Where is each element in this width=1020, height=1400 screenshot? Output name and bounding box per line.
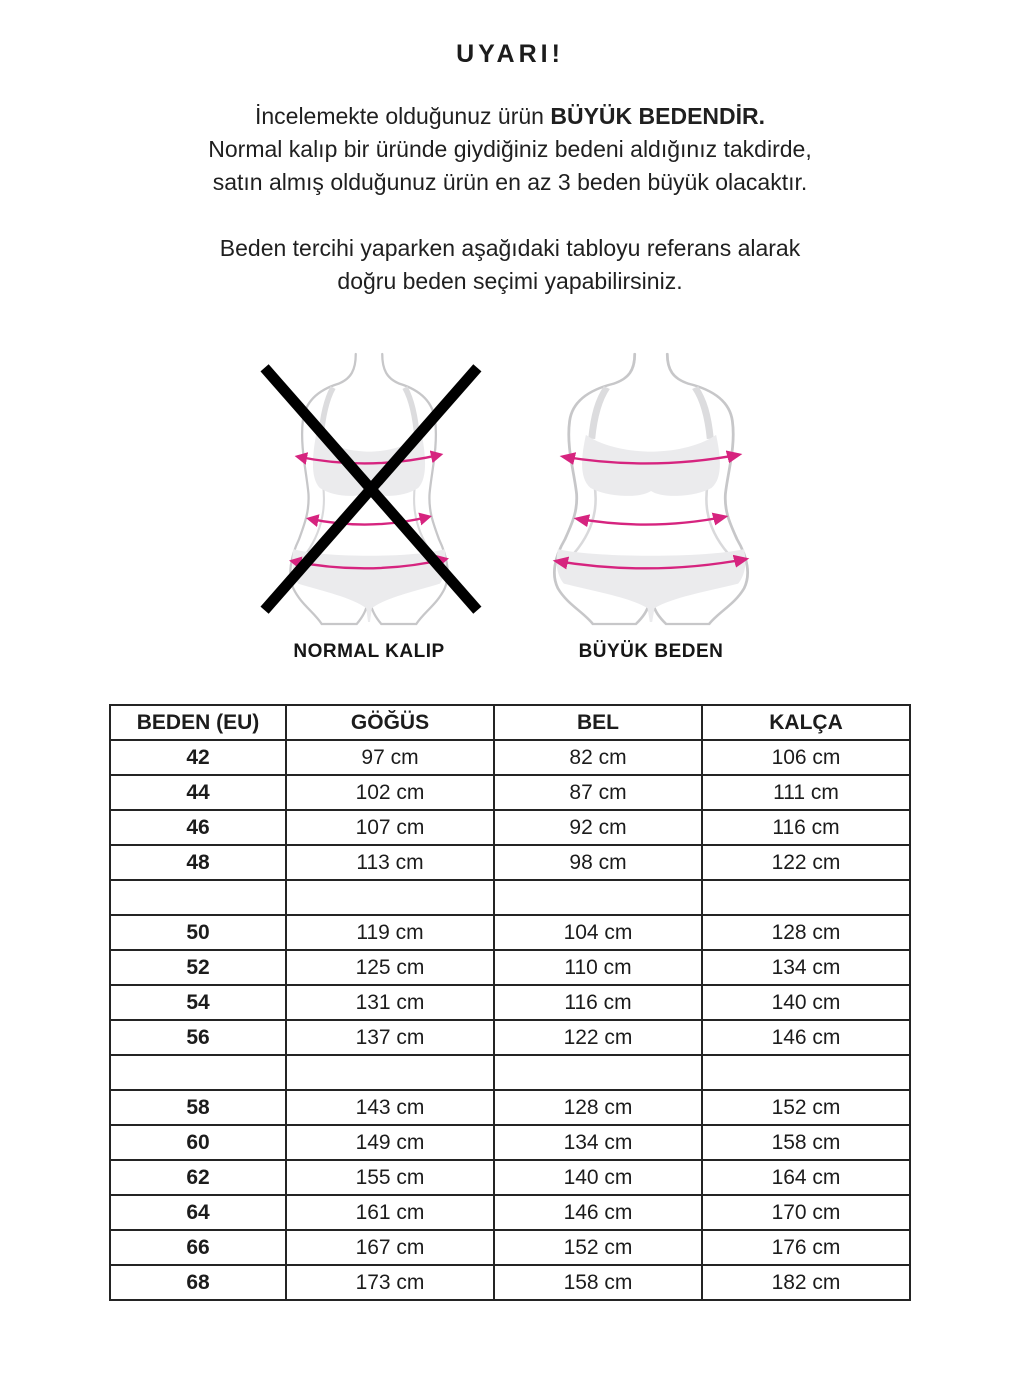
measurement-cell: 122 cm [702, 845, 910, 880]
table-row [110, 1125, 910, 1160]
measurement-cell: 102 cm [286, 775, 494, 810]
measurement-cell: 128 cm [702, 915, 910, 950]
measurement-cell: 164 cm [702, 1160, 910, 1195]
measurement-cell: 131 cm [286, 985, 494, 1020]
size-cell: 46 [110, 810, 286, 845]
measurement-cell: 107 cm [286, 810, 494, 845]
size-cell: 68 [110, 1265, 286, 1300]
measurement-cell: 158 cm [494, 1265, 702, 1300]
measurement-cell: 116 cm [702, 810, 910, 845]
size-guide-page [0, 40, 1020, 1400]
p1-line3: satın almış olduğunuz ürün en az 3 beden büyük olacaktır. [212, 169, 808, 195]
table-row [110, 1160, 910, 1195]
size-cell [110, 1055, 286, 1090]
measurement-cell: 87 cm [494, 775, 702, 810]
measurement-cell [286, 1055, 494, 1090]
size-table [109, 704, 911, 1301]
plus-size-silhouette [542, 358, 760, 624]
size-cell: 48 [110, 845, 286, 880]
measurement-cell: 155 cm [286, 1160, 494, 1195]
table-spacer-row [110, 1055, 910, 1090]
measurement-cell: 82 cm [494, 740, 702, 775]
column-header: KALÇA [702, 705, 910, 740]
table-row [110, 845, 910, 880]
measurement-cell: 104 cm [494, 915, 702, 950]
measurement-cell: 106 cm [702, 740, 910, 775]
table-row [110, 740, 910, 775]
measurement-cell: 140 cm [702, 985, 910, 1020]
measurement-cell [494, 1055, 702, 1090]
measurement-cell: 113 cm [286, 845, 494, 880]
measurement-cell [286, 880, 494, 915]
size-cell: 56 [110, 1020, 286, 1055]
table-row [110, 775, 910, 810]
measurement-cell: 146 cm [494, 1195, 702, 1230]
measurement-cell [702, 1055, 910, 1090]
measurement-cell: 146 cm [702, 1020, 910, 1055]
measurement-cell: 143 cm [286, 1090, 494, 1125]
figure-normal-fit [260, 358, 478, 663]
table-row [110, 915, 910, 950]
warning-title: UYARI! [456, 40, 564, 68]
figure-normal-fit-label: NORMAL KALIP [293, 641, 445, 662]
measurement-cell: 98 cm [494, 845, 702, 880]
p1-line1-regular: İncelemekte olduğunuz ürün [254, 103, 551, 129]
size-cell: 58 [110, 1090, 286, 1125]
figure-plus-size [542, 358, 760, 663]
measurement-cell [702, 880, 910, 915]
table-spacer-row [110, 880, 910, 915]
p2-line1: Beden tercihi yaparken aşağıdaki tabloyu referans alarak [219, 235, 801, 261]
size-cell: 52 [110, 950, 286, 985]
size-table-header-row [110, 705, 910, 740]
figures-row [0, 358, 1020, 663]
measurement-cell: 92 cm [494, 810, 702, 845]
measurement-cell: 134 cm [494, 1125, 702, 1160]
size-cell: 66 [110, 1230, 286, 1265]
measurement-cell: 152 cm [494, 1230, 702, 1265]
table-row [110, 1090, 910, 1125]
size-cell: 44 [110, 775, 286, 810]
measurement-cell: 173 cm [286, 1265, 494, 1300]
measurement-cell: 140 cm [494, 1160, 702, 1195]
size-cell: 42 [110, 740, 286, 775]
column-header: BEL [494, 705, 702, 740]
p2-line2: doğru beden seçimi yapabilirsiniz. [337, 268, 683, 294]
measurement-cell: 161 cm [286, 1195, 494, 1230]
table-row [110, 1020, 910, 1055]
measurement-cell: 122 cm [494, 1020, 702, 1055]
column-header: GÖĞÜS [286, 705, 494, 740]
warning-paragraph-2 [0, 232, 1020, 298]
measurement-cell: 167 cm [286, 1230, 494, 1265]
table-row [110, 810, 910, 845]
measurement-cell: 111 cm [702, 775, 910, 810]
measurement-cell: 170 cm [702, 1195, 910, 1230]
measurement-cell: 116 cm [494, 985, 702, 1020]
measurement-cell: 149 cm [286, 1125, 494, 1160]
size-table-body [110, 740, 910, 1300]
size-cell: 50 [110, 915, 286, 950]
measurement-cell: 128 cm [494, 1090, 702, 1125]
measurement-cell: 134 cm [702, 950, 910, 985]
table-row [110, 950, 910, 985]
size-cell: 64 [110, 1195, 286, 1230]
measurement-cell: 152 cm [702, 1090, 910, 1125]
measurement-cell: 137 cm [286, 1020, 494, 1055]
measurement-cell: 97 cm [286, 740, 494, 775]
table-row [110, 1195, 910, 1230]
table-row [110, 1265, 910, 1300]
table-row [110, 985, 910, 1020]
p1-line1-bold: BÜYÜK BEDENDİR. [550, 103, 766, 129]
column-header: BEDEN (EU) [110, 705, 286, 740]
measurement-cell: 125 cm [286, 950, 494, 985]
warning-paragraph-1 [0, 100, 1020, 199]
p1-line2: Normal kalıp bir üründe giydiğiniz bedeni aldığınız takdirde, [208, 136, 812, 162]
table-row [110, 1230, 910, 1265]
measurement-cell [494, 880, 702, 915]
measurement-cell: 158 cm [702, 1125, 910, 1160]
measurement-cell: 110 cm [494, 950, 702, 985]
measurement-cell: 119 cm [286, 915, 494, 950]
measurement-cell: 176 cm [702, 1230, 910, 1265]
size-cell: 62 [110, 1160, 286, 1195]
figure-plus-size-label: BÜYÜK BEDEN [578, 641, 724, 662]
size-cell [110, 880, 286, 915]
measurement-cell: 182 cm [702, 1265, 910, 1300]
size-cell: 60 [110, 1125, 286, 1160]
size-cell: 54 [110, 985, 286, 1020]
normal-fit-silhouette-crossed [260, 358, 478, 624]
